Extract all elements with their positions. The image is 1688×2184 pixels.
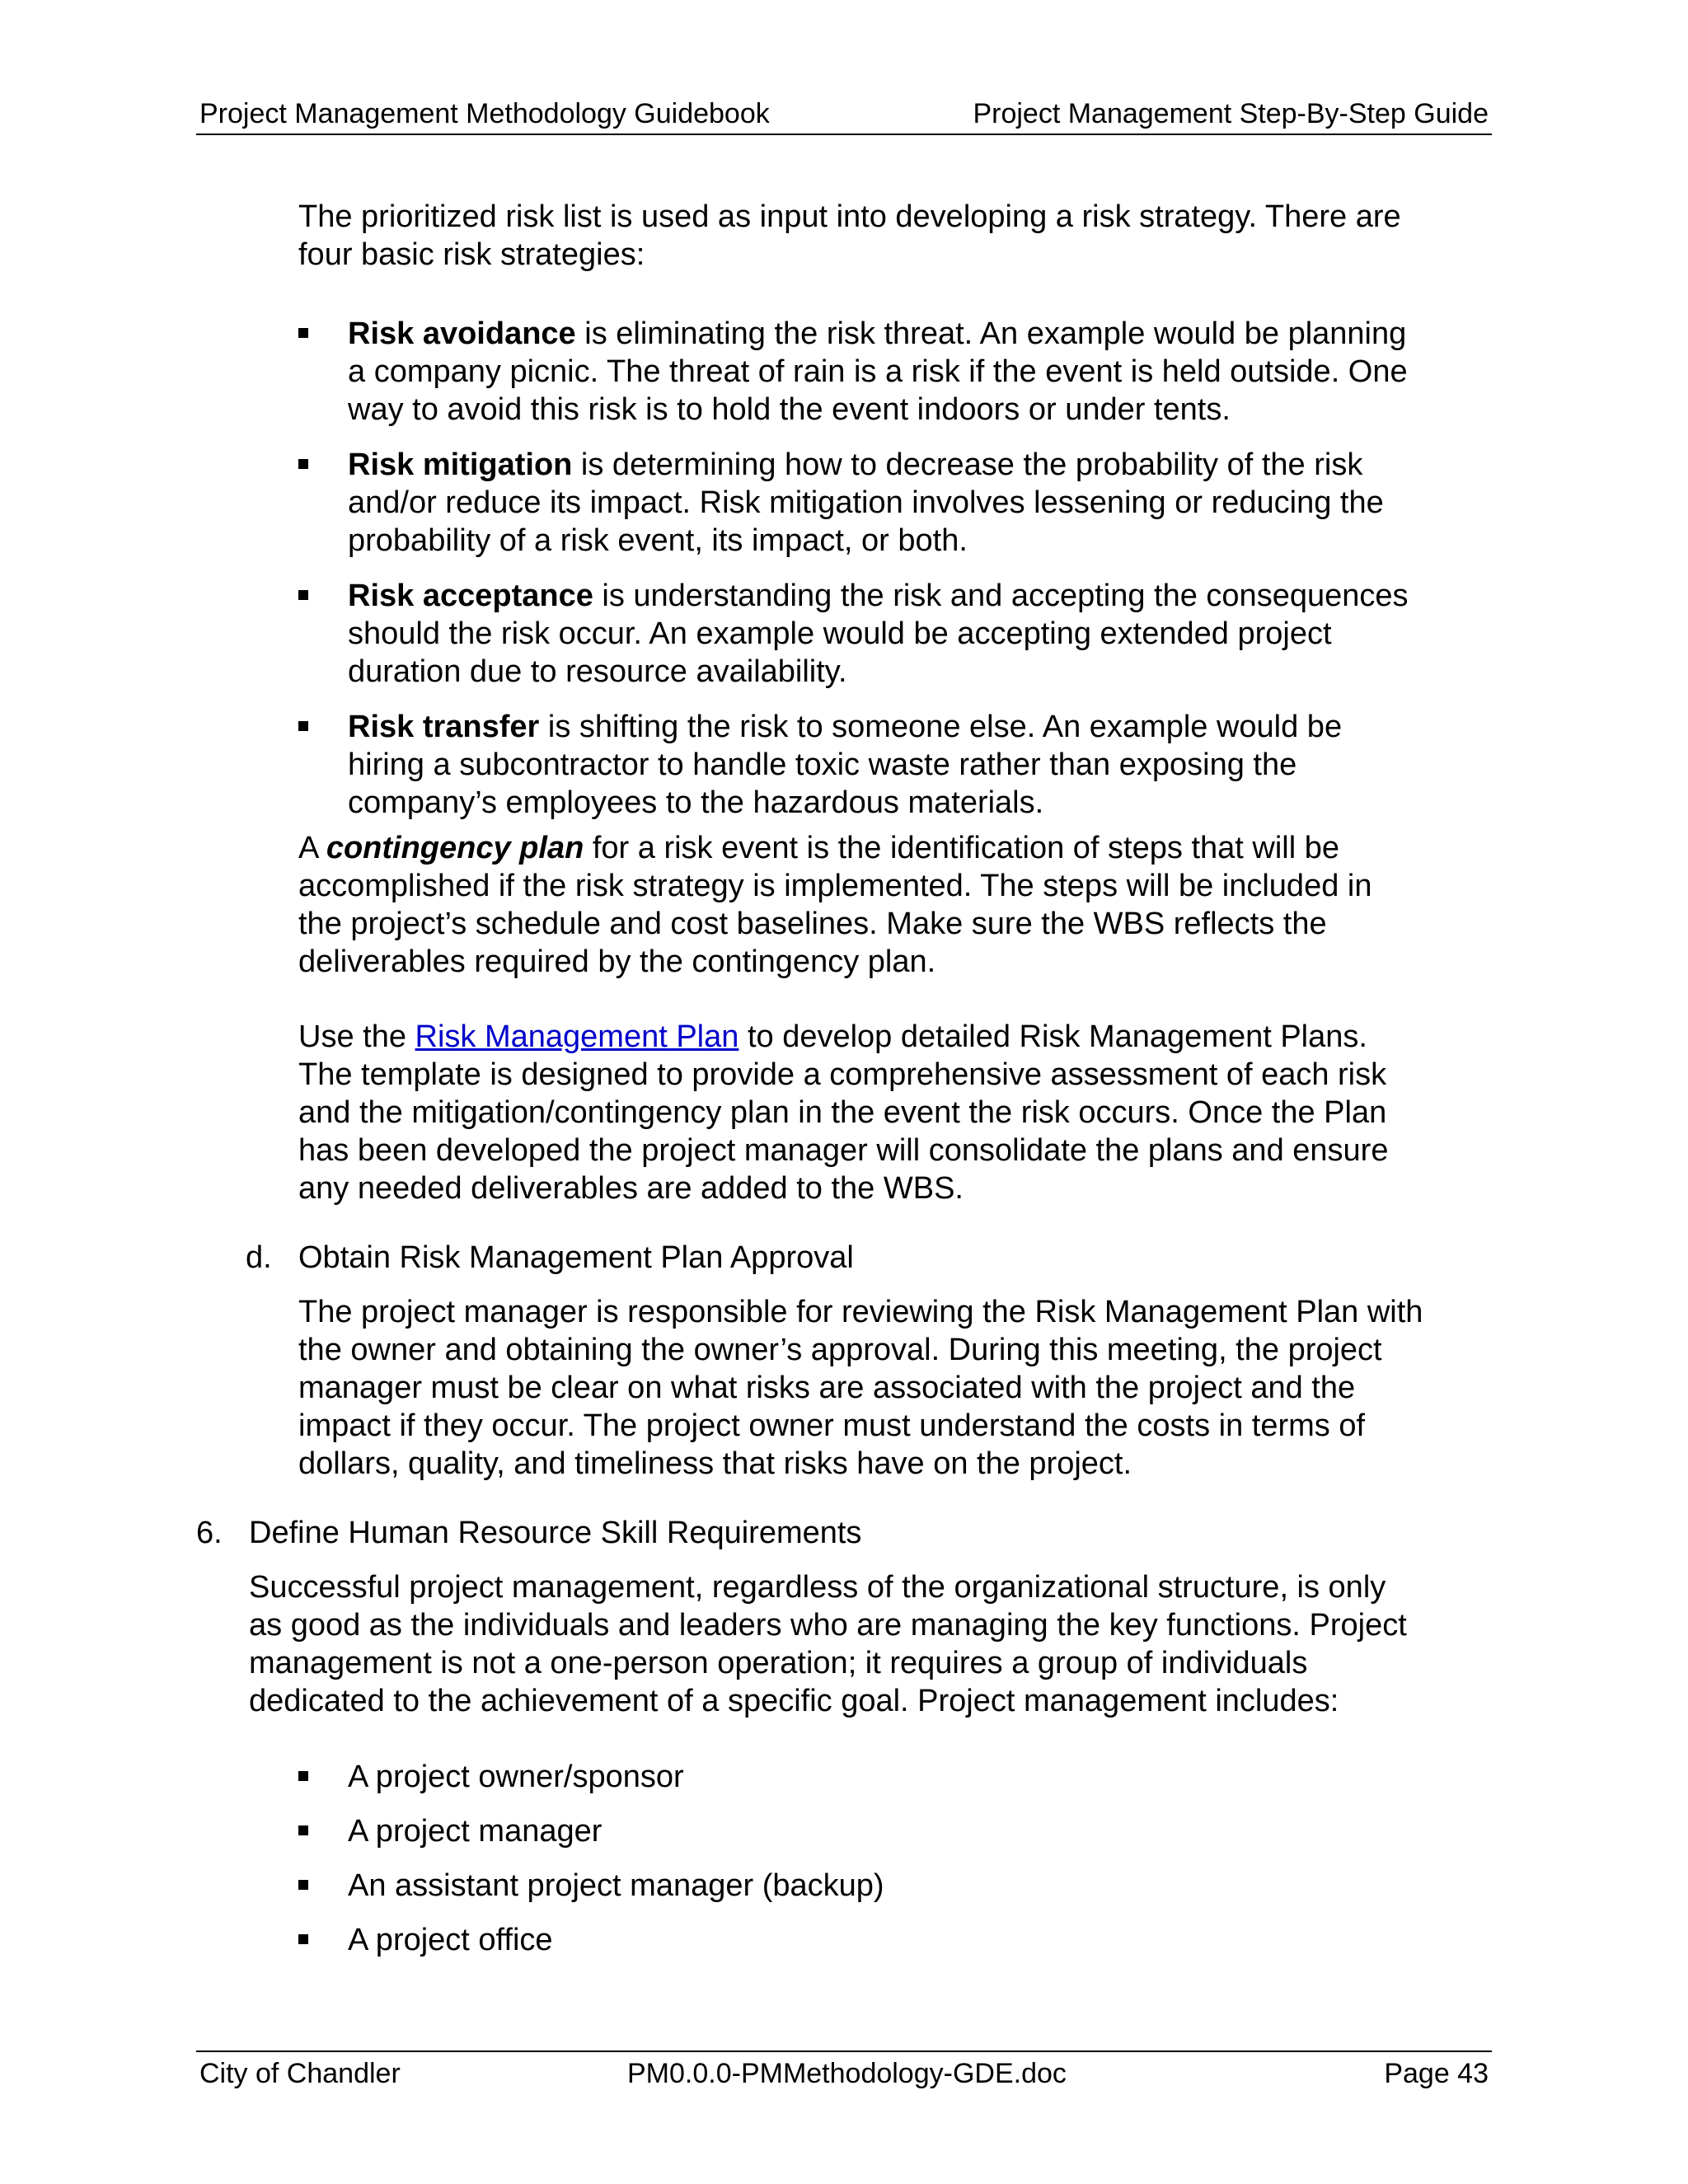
step-d-text: dollars, quality, and timeliness that risks have on the project. <box>298 1446 1132 1481</box>
contingency-text: for a risk event is the identification of steps that will be <box>584 831 1339 865</box>
bullet-square-icon <box>298 590 308 600</box>
strategy-text: is eliminating the risk threat. An example would be planning <box>575 316 1407 351</box>
term-risk-avoidance: Risk avoidance <box>348 316 576 351</box>
use-plan-text: and the mitigation/contingency plan in the event the risk occurs. Once the Plan <box>298 1095 1387 1130</box>
strategy-text: and/or reduce its impact. Risk mitigation involves lessening or reducing the <box>348 485 1384 520</box>
footer-organization: City of Chandler <box>199 2058 401 2089</box>
strategy-text: way to avoid this risk is to hold the event indoors or under tents. <box>348 392 1231 427</box>
header-right-title: Project Management Step-By-Step Guide <box>973 98 1489 129</box>
strategy-text: is determining how to decrease the probability of the risk <box>572 448 1363 482</box>
contingency-text: deliverables required by the contingency plan. <box>298 944 936 979</box>
step-d-text: manager must be clear on what risks are associated with the project and the <box>298 1371 1356 1405</box>
intro-line-1: The prioritized risk list is used as input into developing a risk strategy. There are <box>298 199 1401 234</box>
contingency-prefix: A <box>298 831 326 865</box>
step-d-text: The project manager is responsible for reviewing the Risk Management Plan with <box>298 1295 1423 1329</box>
use-plan-text: has been developed the project manager will consolidate the plans and ensure <box>298 1133 1389 1168</box>
step-d-paragraph <box>298 1293 1493 1483</box>
strategy-text: should the risk occur. An example would be accepting extended project <box>348 616 1332 651</box>
step-d-title: Obtain Risk Management Plan Approval <box>298 1240 854 1275</box>
strategy-text: duration due to resource availability. <box>348 654 847 689</box>
step-6-paragraph <box>249 1568 1493 1720</box>
intro-line-2: four basic risk strategies: <box>298 237 645 272</box>
bullet-square-icon <box>298 459 308 469</box>
role-text: A project manager <box>348 1814 603 1849</box>
strategy-text: is understanding the risk and accepting the consequences <box>593 579 1409 613</box>
bullet-square-icon <box>298 1880 308 1890</box>
term-risk-transfer: Risk transfer <box>348 710 540 744</box>
term-risk-acceptance: Risk acceptance <box>348 579 593 613</box>
risk-management-plan-link[interactable]: Risk Management Plan <box>415 1019 739 1054</box>
strategy-text: a company picnic. The threat of rain is a risk if the event is held outside. One <box>348 354 1408 389</box>
bullet-square-icon <box>298 1934 308 1944</box>
use-plan-paragraph <box>298 1018 1493 1207</box>
step-6-text: Successful project management, regardless of the organizational structure, is only <box>249 1570 1386 1605</box>
role-text: An assistant project manager (backup) <box>348 1868 884 1903</box>
contingency-paragraph <box>298 829 1493 981</box>
step-6-title: Define Human Resource Skill Requirements <box>249 1516 862 1550</box>
step-6-text: as good as the individuals and leaders who are managing the key functions. Project <box>249 1608 1407 1643</box>
bullet-square-icon <box>298 721 308 731</box>
bullet-square-icon <box>298 1825 308 1835</box>
step-d-text: the owner and obtaining the owner’s approval. During this meeting, the project <box>298 1333 1382 1367</box>
strategy-text: is shifting the risk to someone else. An example would be <box>539 710 1343 744</box>
step-d-text: impact if they occur. The project owner must understand the costs in terms of <box>298 1408 1366 1443</box>
bullet-square-icon <box>298 328 308 338</box>
intro-paragraph <box>298 198 1493 274</box>
step-6-text: dedicated to the achievement of a specific goal. Project management includes: <box>249 1684 1339 1718</box>
contingency-text: the project’s schedule and cost baselines. Make sure the WBS reflects the <box>298 907 1327 941</box>
contingency-text: accomplished if the risk strategy is implemented. The steps will be included in <box>298 869 1372 903</box>
term-risk-mitigation: Risk mitigation <box>348 448 573 482</box>
role-text: A project owner/sponsor <box>348 1760 684 1794</box>
use-plan-text: to develop detailed Risk Management Plans. <box>738 1019 1367 1054</box>
term-contingency-plan: contingency plan <box>326 831 584 865</box>
role-text: A project office <box>348 1923 553 1957</box>
bullet-square-icon <box>298 1771 308 1781</box>
use-plan-prefix: Use the <box>298 1019 415 1054</box>
footer-filename: PM0.0.0-PMMethodology-GDE.doc <box>627 2058 1067 2089</box>
use-plan-text: any needed deliverables are added to the WBS. <box>298 1171 964 1206</box>
page-header <box>196 97 1492 135</box>
step-d-label: d. <box>246 1240 272 1275</box>
use-plan-text: The template is designed to provide a comprehensive assessment of each risk <box>298 1057 1387 1092</box>
footer-page-number: Page 43 <box>1384 2058 1489 2089</box>
strategy-text: probability of a risk event, its impact, or both. <box>348 523 968 558</box>
strategy-text: hiring a subcontractor to handle toxic waste rather than exposing the <box>348 748 1297 782</box>
header-left-title: Project Management Methodology Guidebook <box>199 98 770 129</box>
strategy-text: company’s employees to the hazardous materials. <box>348 785 1044 820</box>
page-footer <box>196 2050 1492 2093</box>
step-6-label: 6. <box>196 1516 223 1550</box>
step-6-text: management is not a one-person operation; it requires a group of individuals <box>249 1646 1308 1680</box>
